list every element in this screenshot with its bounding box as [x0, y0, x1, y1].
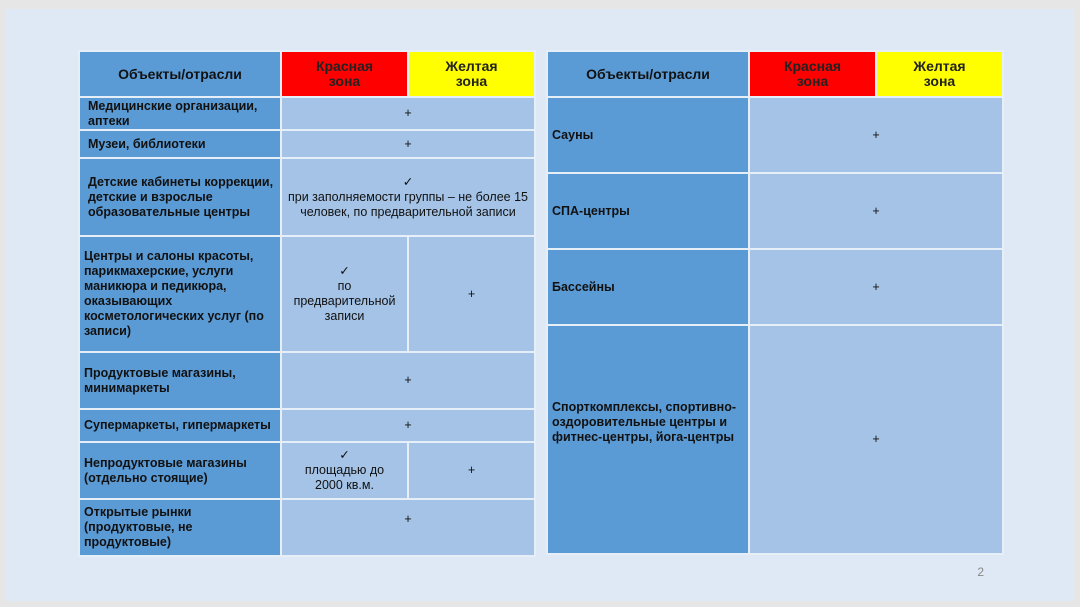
row-name: Открытые рынки (продуктовые, не продуктовые)	[79, 499, 281, 556]
row-name: СПА-центры	[547, 173, 749, 249]
row-value: +	[281, 130, 535, 158]
page-number: 2	[977, 565, 984, 579]
row-value: +	[749, 249, 1003, 325]
header-yellow-zone: Желтая зона	[408, 51, 535, 97]
row-value: +	[281, 352, 535, 409]
row-value: +	[749, 97, 1003, 173]
header-objects: Объекты/отрасли	[79, 51, 281, 97]
row-name: Супермаркеты, гипермаркеты	[79, 409, 281, 442]
row-value: +	[749, 325, 1003, 554]
slide	[6, 9, 1074, 601]
right-table	[546, 50, 1004, 555]
row-value: +	[281, 97, 535, 130]
row-name: Бассейны	[547, 249, 749, 325]
row-name: Сауны	[547, 97, 749, 173]
row-red-value: ✓ площадью до 2000 кв.м.	[281, 442, 408, 499]
row-name: Музеи, библиотеки	[79, 130, 281, 158]
row-yellow-value: +	[408, 236, 535, 352]
header-yellow-zone: Желтая зона	[876, 51, 1003, 97]
row-value: +	[749, 173, 1003, 249]
row-red-value: ✓ по предварительной записи	[281, 236, 408, 352]
row-name: Медицинские организации, аптеки	[79, 97, 281, 130]
header-objects: Объекты/отрасли	[547, 51, 749, 97]
row-name: Спорткомплексы, спортивно-оздоровительные центры и фитнес-центры, йога-центры	[547, 325, 749, 554]
left-table	[78, 50, 536, 557]
row-value: +	[281, 409, 535, 442]
row-name: Непродуктовые магазины (отдельно стоящие)	[79, 442, 281, 499]
header-red-zone: Красная зона	[749, 51, 876, 97]
row-name: Центры и салоны красоты, парикмахерские, услуги маникюра и педикюра, оказывающих косметологических услуг (по записи)	[79, 236, 281, 352]
row-yellow-value: +	[408, 442, 535, 499]
row-value: ✓ при заполняемости группы – не более 15 человек, по предварительной записи	[281, 158, 535, 236]
header-red-zone: Красная зона	[281, 51, 408, 97]
row-name: Продуктовые магазины, минимаркеты	[79, 352, 281, 409]
row-name: Детские кабинеты коррекции, детские и взрослые образовательные центры	[79, 158, 281, 236]
row-value: +	[281, 499, 535, 556]
